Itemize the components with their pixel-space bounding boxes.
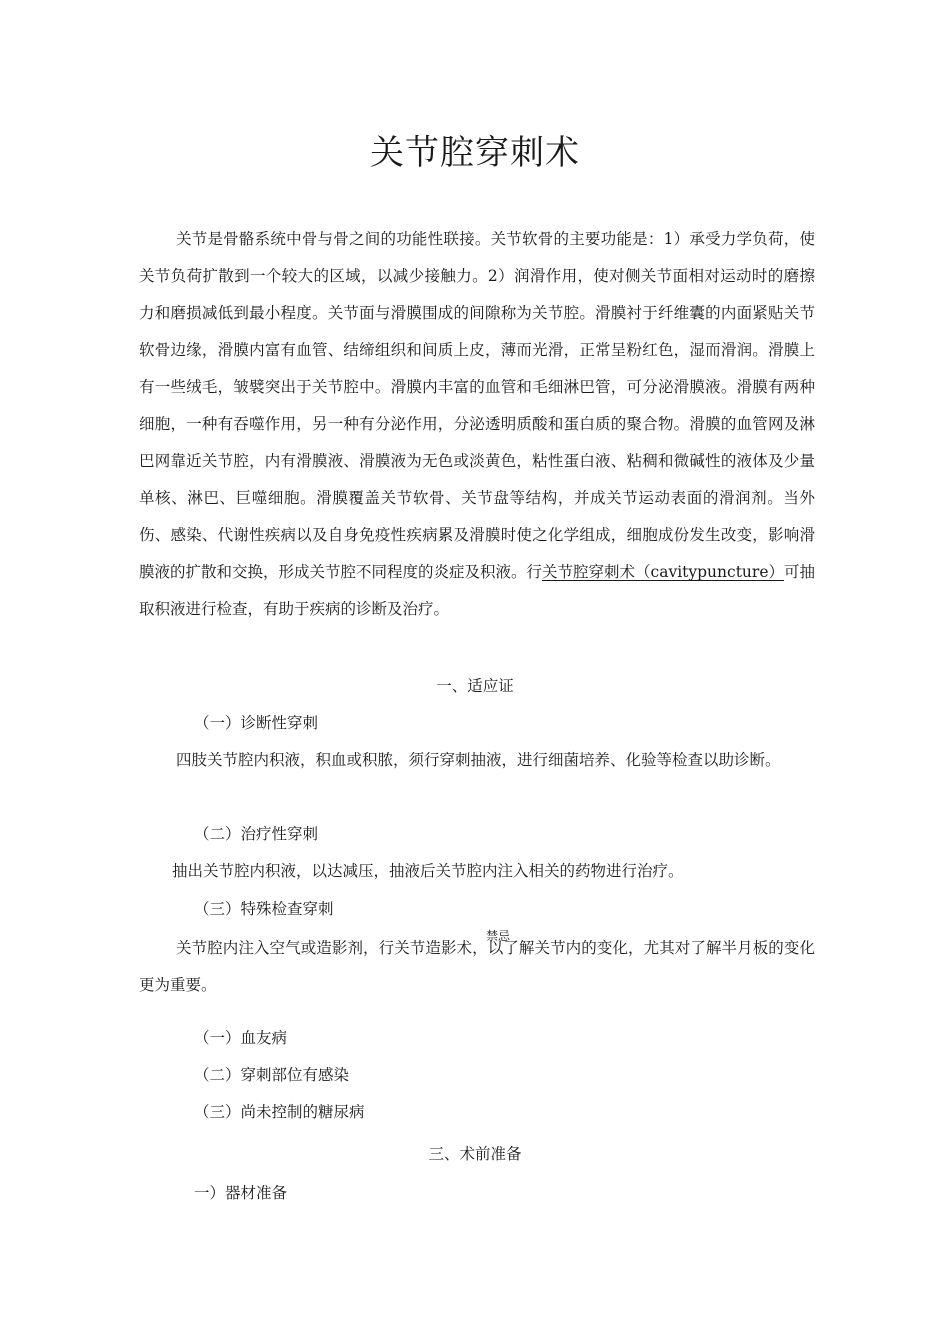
intro-text-end: 可抽取积液进行检查，有助于疾病的诊断及治疗。 (139, 563, 816, 618)
therapeutic-puncture-text: 抽出关节腔内积液，以达减压，抽液后关节腔内注入相关的药物进行治疗。 (172, 862, 684, 880)
subheading-diagnostic-puncture: （一）诊断性穿刺 (194, 714, 319, 732)
section-heading-preparation: 三、术前准备 (428, 1145, 522, 1163)
special-exam-text-part-b: 以了解关节内的变化，尤其对了解半月板的变化更为重要。 (139, 939, 815, 994)
special-exam-text-part-a: 关节腔内注入空气或造影剂，行关节造影术， (176, 939, 488, 957)
subheading-equipment-preparation: 一）器材准备 (194, 1184, 288, 1202)
diagnostic-puncture-text: 四肢关节腔内积液，积血或积脓，须行穿刺抽液，进行细菌培养、化验等检查以助诊断。 (176, 751, 781, 769)
subheading-therapeutic-puncture: （二）治疗性穿刺 (194, 825, 319, 843)
contraindication-diabetes: （三）尚未控制的糖尿病 (194, 1103, 365, 1121)
intro-text-start: 关节是骨骼系统中骨与骨之间的功能性联接。关节软骨的主要功能是：1）承受力学负荷，使关节负荷扩散到一个较大的区域，以减少接触力。2）润滑作用，使对侧关节面相对运动时的磨擦力和磨损减低到最小程度。关节面与滑膜围成的间隙称为关节腔。滑膜衬于纤维囊的内面紧贴关节软骨边缘，滑膜内富有血管、结缔组织和间质上皮，薄而光滑，正常呈粉红色，湿而滑润。滑膜上有一些绒毛，皱襞突出于关节腔中。滑膜内丰富的血管和毛细淋巴管，可分泌滑膜液。滑膜有两种细胞，一种有吞噬作用，另一种有分泌作用，分泌透明质酸和蛋白质的聚合物。滑膜的血管网及淋巴网靠近关节腔，内有滑膜液、滑膜液为无色或淡黄色，粘性蛋白液、粘稠和微碱性的液体及少量单核、淋巴、巨噬细胞。滑膜覆盖关节软骨、关节盘等结构，并成关节运动表面的滑润剂。当外伤、感染、代谢性疾病以及自身免疫性疾病累及滑膜时使之化学组成，细胞成份发生改变，影响滑膜液的扩散和交换，形成关节腔不同程度的炎症及积液。行 (139, 230, 815, 581)
contraindication-infection: （二）穿刺部位有感染 (194, 1066, 350, 1084)
section-heading-indications: 一、适应证 (436, 677, 514, 695)
special-exam-puncture-text (139, 930, 815, 1004)
subheading-special-exam-puncture: （三）特殊检查穿刺 (194, 900, 334, 918)
intro-paragraph (139, 221, 815, 628)
contraindication-hemophilia: （一）血友病 (194, 1029, 288, 1047)
cavity-puncture-term: 关节腔穿刺术（cavitypuncture） (542, 563, 784, 581)
contraindication-label-fragment: 禁忌 (486, 929, 511, 943)
document-title: 关节腔穿刺术 (370, 133, 580, 173)
